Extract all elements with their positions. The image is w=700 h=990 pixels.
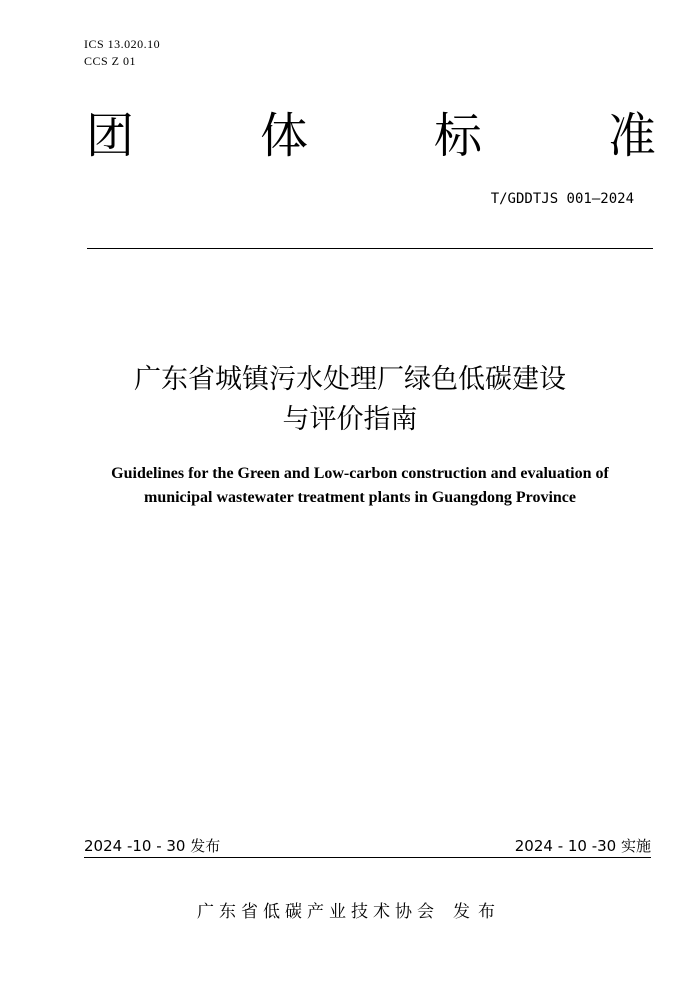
english-title-line: Guidelines for the Green and Low-carbon construction and evaluation of [111,465,609,482]
ccs-code: CCS Z 01 [84,54,137,68]
implementation-date: 2024 - 10 -30 实施 [514,837,651,855]
standard-type-char: 标 [433,108,482,164]
top-divider [87,248,653,249]
standard-code: T/GDDTJS 001—2024 [490,191,634,207]
publisher-name: 广东省低碳产业技术协会 [197,902,439,922]
chinese-title-line: 广东省城镇污水处理厂绿色低碳建设 [134,364,566,395]
classification-codes [84,36,160,70]
issue-date: 2024 -10 - 30 发布 [84,837,221,855]
standard-type-heading [86,108,656,164]
chinese-title-line: 与评价指南 [282,404,418,435]
english-title-line: municipal wastewater treatment plants in Guangdong Province [143,489,576,506]
standard-type-char: 准 [607,108,656,164]
english-title [60,462,660,510]
bottom-divider [84,857,651,858]
dates-row [84,836,651,856]
standard-type-char: 团 [86,108,135,164]
chinese-title [0,360,700,440]
ics-code: ICS 13.020.10 [84,37,161,51]
publisher-line [0,900,700,924]
standard-type-char: 体 [259,108,308,164]
publish-action: 发布 [453,902,503,922]
